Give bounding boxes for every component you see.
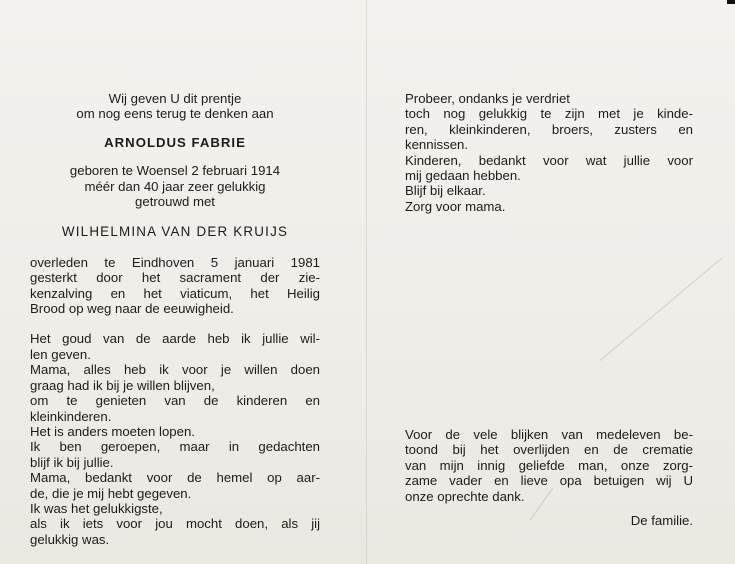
thanks-line: zame vader en lieve opa betuigen wij U [405,473,693,489]
thanks-line: onze oprechte dank. [405,488,525,504]
right-page [405,91,693,214]
spouse-name: WILHELMINA VAN DER KRUIJS [61,224,289,240]
signature-block [405,513,693,528]
message-line: Kinderen, bedankt voor wat jullie voor [405,152,693,168]
thanks-paragraph [405,427,693,504]
verse-line: len geven. [30,346,91,362]
message-line: toch nog gelukkig te zijn met je kinde- [405,106,693,122]
card-fold [366,0,367,564]
verse-line: Mama, alles heb ik voor je willen doen [30,362,320,378]
verse-line: blijf ik bij jullie. [30,454,114,470]
birth-line: geboren te Woensel 2 februari 1914 [69,163,281,179]
death-line: kenzalving en het viaticum, het Heilig [30,285,320,301]
message-line: ren, kleinkinderen, broers, zusters en [405,121,693,137]
marriage-line: méér dan 40 jaar zeer gelukkig [84,178,266,194]
verse-line: gelukkig was. [30,531,110,547]
verse-line: Mama, bedankt voor de hemel op aar- [30,470,320,486]
signature: De familie. [630,513,693,528]
verse-line: als ik iets voor jou mocht doen, als jij [30,516,320,532]
verse-line: Ik ben geroepen, maar in gedachten [30,439,320,455]
message-line: mij gedaan hebben. [405,168,521,184]
marriage-line: getrouwd met [135,194,215,210]
verse-line: de, die je mij hebt gegeven. [30,485,192,501]
death-line: overleden te Eindhoven 5 januari 1981 [30,254,320,270]
message-line: kennissen. [405,137,469,153]
message-line: Blijf bij elkaar. [405,183,486,199]
deceased-name: ARNOLDUS FABRIE [104,134,246,150]
verse-line: kleinkinderen. [30,408,112,424]
death-line: gesterkt door het sacrament der zie- [30,270,320,286]
thanks-line: toond bij het overlijden en de crematie [405,442,693,458]
thanks-line: Voor de vele blijken van medeleven be- [405,427,693,442]
verse-line: Het goud van de aarde heb ik jullie wil- [30,331,320,347]
verse-line: graag had ik bij je willen blijven, [30,377,215,393]
message-line: Probeer, ondanks je verdriet [405,91,570,106]
corner-mark [727,0,735,4]
verse-line: om te genieten van de kinderen en [30,393,320,409]
left-page [30,91,320,547]
verse-line: Ik was het gelukkigste, [30,500,163,516]
death-line: Brood op weg naar de eeuwigheid. [30,301,234,317]
message-line: Zorg voor mama. [405,198,506,214]
thanks-line: van mijn innig geliefde man, onze zorg- [405,457,693,473]
intro-line: Wij geven U dit prentje [108,91,242,106]
crease-line [600,257,723,361]
verse-line: Het is anders moeten lopen. [30,423,195,439]
intro-line: om nog eens terug te denken aan [76,106,274,122]
